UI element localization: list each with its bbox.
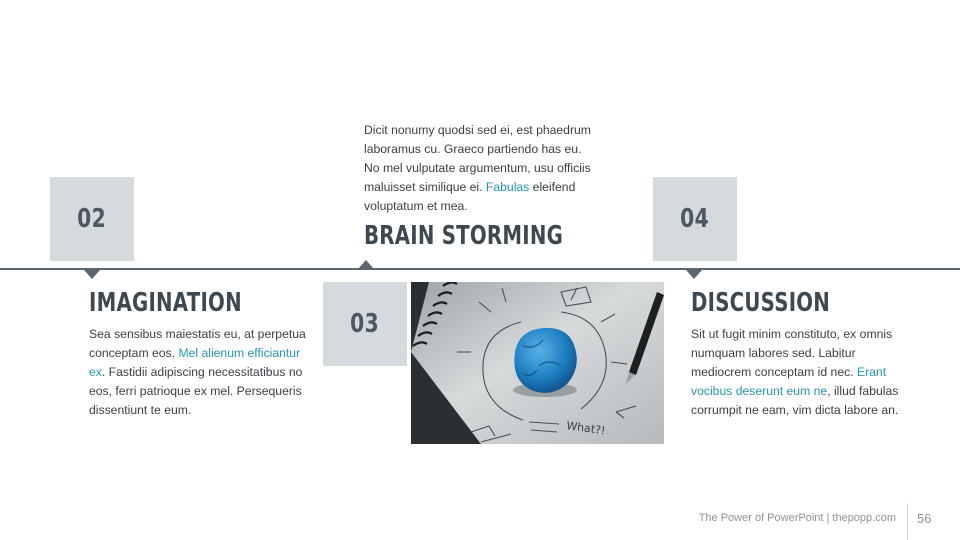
brainstorm-photo xyxy=(411,282,664,444)
step-03-highlight: Fabulas xyxy=(485,180,530,194)
step-03-text: Dicit nonumy quodsi sed ei, est phaedrum laboramus cu. Graeco partiendo has eu. No mel vulputate argumentum, usu officiis maluisset similique ei. xyxy=(364,123,591,194)
step-03-pointer xyxy=(358,260,374,269)
step-03-heading: BRAIN STORMING xyxy=(364,221,564,251)
step-03-number: 03 xyxy=(350,309,380,339)
step-02-number-box xyxy=(50,177,134,261)
step-04-description xyxy=(691,325,916,420)
step-04-highlight: Erant vocibus deserunt eum ne xyxy=(691,365,887,398)
step-03-text-end: eleifend voluptatum et mea. xyxy=(364,180,576,213)
step-04-text: Sit ut fugit minim constituto, ex omnis numquam labores sed. Labitur mediocrem conceptam id nec. xyxy=(691,327,893,379)
step-02-text: Sea sensibus maiestatis eu, at perpetua conceptam eos. xyxy=(89,327,306,360)
crumpled-paper-lightbulb-image xyxy=(411,282,664,444)
step-04-pointer xyxy=(686,270,702,279)
step-04-number-box xyxy=(653,177,737,261)
step-02-pointer xyxy=(84,270,100,279)
timeline-line xyxy=(0,268,960,270)
step-02-description xyxy=(89,325,311,420)
step-02-text-end: . Fastidii adipiscing necessitatibus no eos, ferri patrioque ex mel. Persequeris dissentiunt te eum. xyxy=(89,365,303,417)
footer-divider xyxy=(907,503,908,540)
step-03-number-box xyxy=(323,282,407,366)
step-04-text-end: , illud fabulas corrumpit ne eam, vim dicta labore an. xyxy=(691,384,899,417)
step-03-description xyxy=(364,121,592,216)
step-02-highlight: Mel alienum efficiantur ex xyxy=(89,346,301,379)
step-04-number: 04 xyxy=(680,204,710,234)
step-02-heading: IMAGINATION xyxy=(89,288,242,318)
step-04-heading: DISCUSSION xyxy=(691,288,831,318)
step-02-number: 02 xyxy=(77,204,107,234)
page-number: 56 xyxy=(917,511,932,526)
photo-sketch-text: What?! xyxy=(565,419,607,438)
footer-credit: The Power of PowerPoint | thepopp.com xyxy=(698,512,896,524)
